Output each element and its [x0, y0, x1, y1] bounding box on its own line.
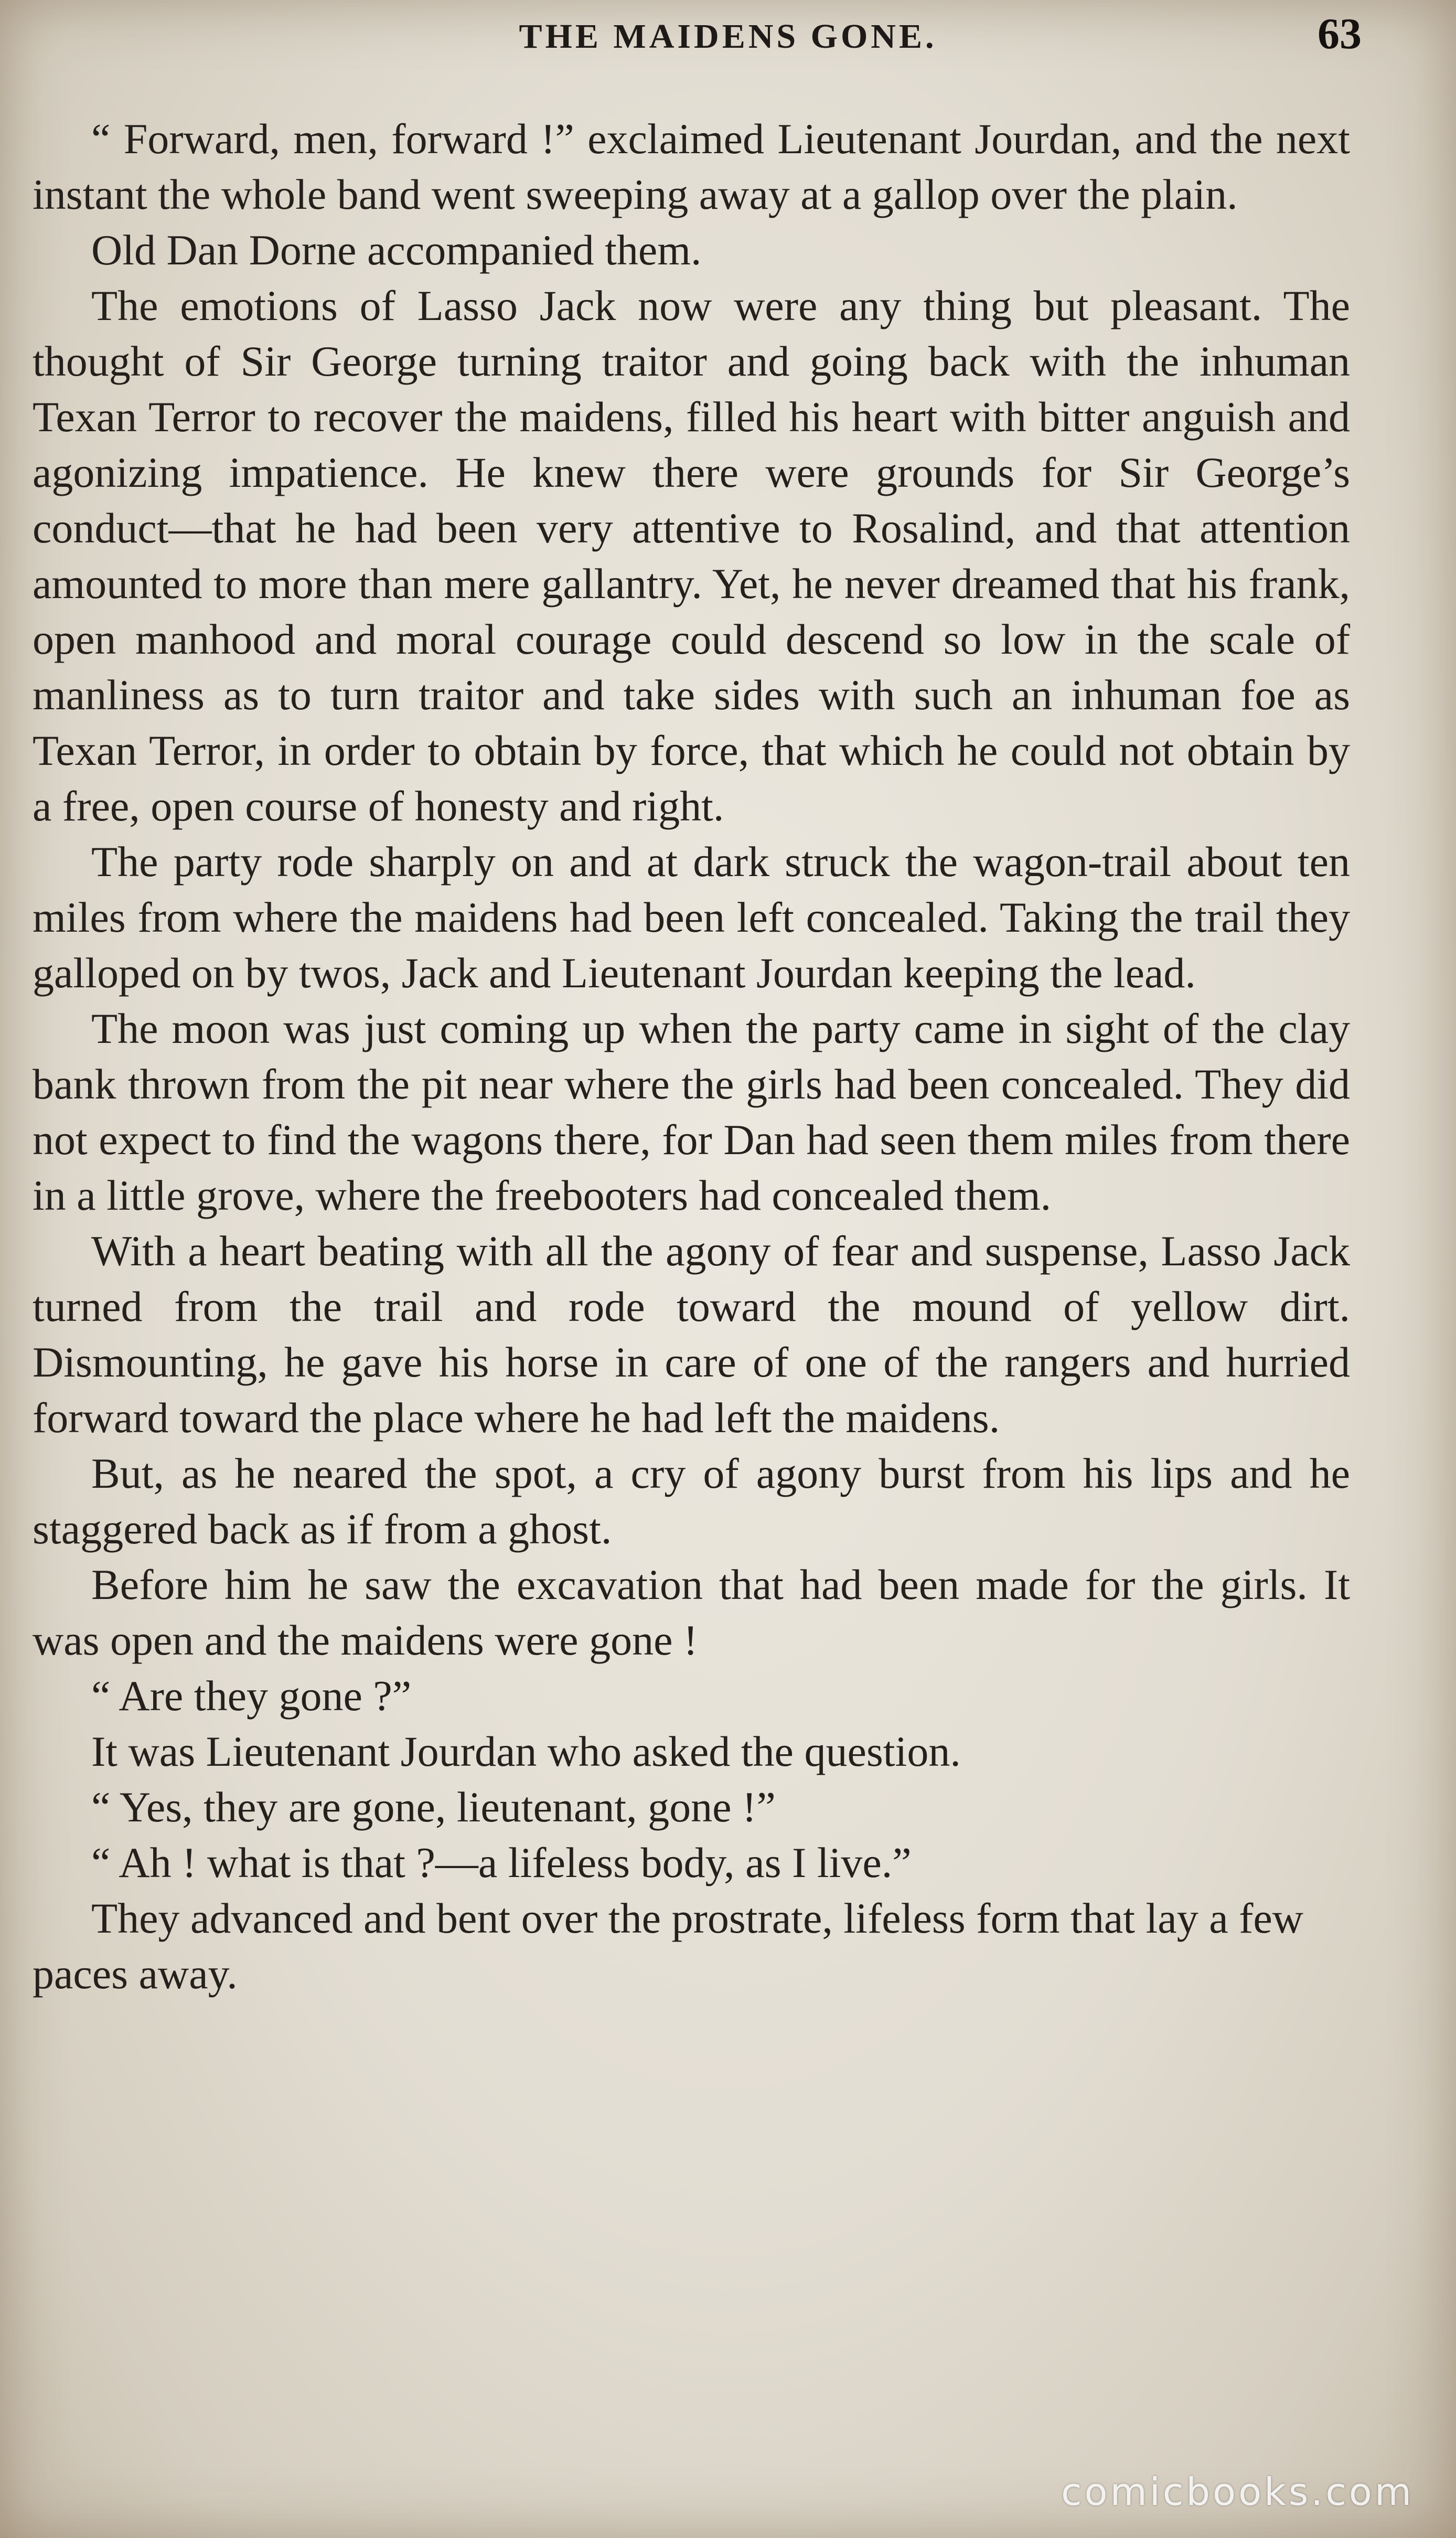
- watermark-text: comicbooks.com: [1061, 2470, 1414, 2514]
- paragraph: Before him he saw the excavation that had been made for the girls. It was open and the maidens were gone !: [33, 1561, 1350, 1664]
- body-text: [33, 111, 1350, 2002]
- paragraph: It was Lieutenant Jourdan who asked the question.: [91, 1727, 961, 1775]
- paragraph: “ Ah ! what is that ?—a lifeless body, as I live.”: [91, 1839, 912, 1886]
- paragraph: “ Forward, men, forward !” exclaimed Lieutenant Jourdan, and the next instant the whole band went sweeping away at a gallop over the plain.: [33, 115, 1350, 218]
- paragraph: The moon was just coming up when the party came in sight of the clay bank thrown from the pit near where the girls had been concealed. They did not expect to find the wagons there, for Dan had seen them miles from there in a little grove, where the freebooters had concealed them.: [33, 1005, 1350, 1219]
- running-head: THE MAIDENS GONE.: [519, 17, 937, 56]
- paragraph: Old Dan Dorne accompanied them.: [91, 226, 702, 274]
- paragraph: “ Are they gone ?”: [91, 1672, 412, 1720]
- paragraph: “ Yes, they are gone, lieutenant, gone !”: [91, 1783, 776, 1831]
- paragraph: With a heart beating with all the agony of fear and suspense, Lasso Jack turned from the trail and rode toward the mound of yellow dirt. Dismounting, he gave his horse in care of one of the rangers and hurried forward toward the place where he had left the maidens.: [33, 1227, 1350, 1442]
- page-number: 63: [1318, 9, 1362, 58]
- paragraph: The party rode sharply on and at dark struck the wagon-trail about ten miles from where the maidens had been left concealed. Taking the trail they galloped on by twos, Jack and Lieutenant Jourdan keeping the lead.: [33, 838, 1350, 997]
- page-header: [0, 5, 1456, 68]
- paragraph: They advanced and bent over the prostrate, lifeless form that lay a few paces away.: [33, 1894, 1304, 1998]
- paragraph: But, as he neared the spot, a cry of agony burst from his lips and he staggered back as if from a ghost.: [33, 1449, 1350, 1553]
- paragraph: The emotions of Lasso Jack now were any thing but pleasant. The thought of Sir George turning traitor and going back with the inhuman Texan Terror to recover the maidens, filled his heart with bitter anguish and agonizing impatience. He knew there were grounds for Sir George’s conduct—that he had been very attentive to Rosalind, and that attention amounted to more than mere gallantry. Yet, he never dreamed that his frank, open manhood and moral courage could descend so low in the scale of manliness as to turn traitor and take sides with such an inhuman foe as Texan Terror, in order to obtain by force, that which he could not obtain by a free, open course of honesty and right.: [33, 282, 1350, 830]
